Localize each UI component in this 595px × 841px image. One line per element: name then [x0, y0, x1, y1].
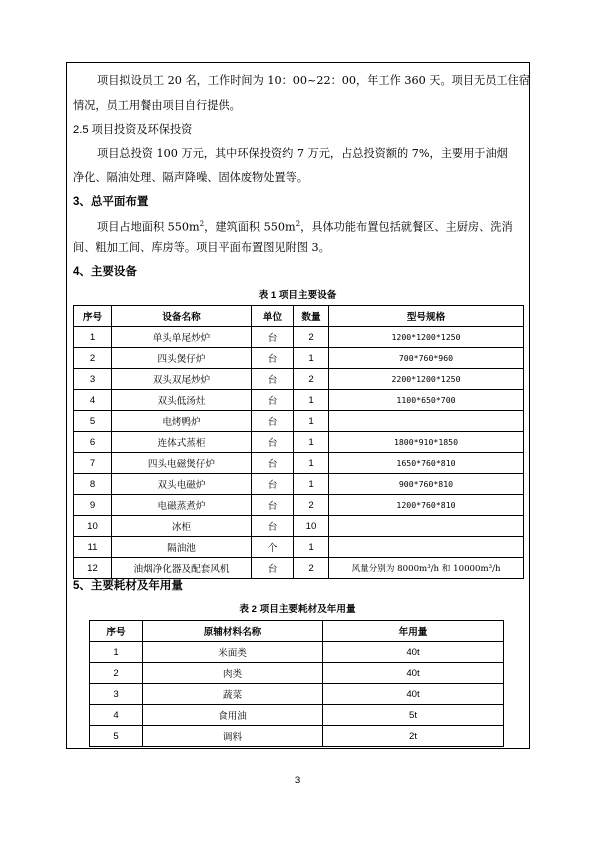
cell-material-name: 肉类	[143, 663, 323, 684]
header-index: 序号	[90, 621, 143, 642]
section-5-title: 5、主要耗材及年用量	[73, 580, 183, 592]
cell-unit: 台	[252, 390, 294, 411]
table-row	[74, 327, 524, 348]
equipment-table	[73, 305, 524, 579]
header-annual-usage: 年用量	[323, 621, 504, 642]
header-quantity: 数量	[294, 306, 329, 327]
cell-model-spec: 1650*760*810	[329, 453, 524, 474]
layout-text-c: ，具体功能布置包括就餐区、主厨房、洗消	[300, 220, 513, 234]
cell-unit: 个	[252, 537, 294, 558]
superscript-2: 2	[199, 220, 205, 228]
cell-unit: 台	[252, 495, 294, 516]
section-4-title: 4、主要设备	[73, 266, 137, 278]
cell-unit: 台	[252, 348, 294, 369]
cell-annual-usage: 40t	[323, 642, 504, 663]
cell-equipment-name: 四头煲仔炉	[112, 348, 252, 369]
cell-quantity: 1	[294, 453, 329, 474]
header-model-spec: 型号规格	[329, 306, 524, 327]
table-row	[74, 537, 524, 558]
cell-index: 12	[74, 558, 112, 579]
cell-index: 3	[74, 369, 112, 390]
table2-caption: 表 2 项目主要耗材及年用量	[239, 604, 356, 615]
table1-caption: 表 1 项目主要设备	[258, 290, 337, 301]
cell-equipment-name: 隔油池	[112, 537, 252, 558]
cell-unit: 台	[252, 453, 294, 474]
staff-paragraph-line1: 项目拟设员工 20 名，工作时间为 10：00~22：00，年工作 360 天。项目无员工住宿	[97, 74, 530, 87]
table-row	[74, 369, 524, 390]
section-3-title: 3、总平面布置	[73, 196, 149, 208]
cell-quantity: 1	[294, 390, 329, 411]
cell-annual-usage: 5t	[323, 705, 504, 726]
table-row	[74, 558, 524, 579]
cell-quantity: 1	[294, 537, 329, 558]
table-row	[74, 474, 524, 495]
cell-annual-usage: 2t	[323, 726, 504, 747]
cell-model-spec: 900*760*810	[329, 474, 524, 495]
layout-text-a: 项目占地面积 550m	[97, 220, 200, 234]
cell-quantity: 1	[294, 348, 329, 369]
consumables-table	[89, 620, 504, 747]
cell-model-spec	[329, 411, 524, 432]
table-header-row	[90, 621, 504, 642]
cell-material-name: 食用油	[143, 705, 323, 726]
cell-index: 4	[90, 705, 143, 726]
table-row	[90, 663, 504, 684]
investment-paragraph-line1: 项目总投资 100 万元，其中环保投资约 7 万元，占总投资额的 7%，主要用于油烟	[97, 147, 508, 160]
cell-index: 10	[74, 516, 112, 537]
cell-model-spec: 1800*910*1850	[329, 432, 524, 453]
cell-index: 2	[90, 663, 143, 684]
cell-annual-usage: 40t	[323, 663, 504, 684]
cell-equipment-name: 电烤鸭炉	[112, 411, 252, 432]
table-row	[74, 432, 524, 453]
cell-model-spec	[329, 516, 524, 537]
superscript-2: 2	[295, 220, 301, 228]
cell-index: 5	[74, 411, 112, 432]
table-row	[90, 684, 504, 705]
cell-quantity: 2	[294, 369, 329, 390]
cell-index: 9	[74, 495, 112, 516]
cell-equipment-name: 电磁蒸煮炉	[112, 495, 252, 516]
header-index: 序号	[74, 306, 112, 327]
table-row	[74, 348, 524, 369]
cell-quantity: 1	[294, 474, 329, 495]
cell-model-spec: 风量分别为 8000m³/h 和 10000m³/h	[329, 558, 524, 579]
cell-unit: 台	[252, 474, 294, 495]
cell-equipment-name: 连体式蒸柜	[112, 432, 252, 453]
staff-paragraph-line2: 情况，员工用餐由项目自行提供。	[73, 99, 241, 112]
cell-index: 8	[74, 474, 112, 495]
cell-equipment-name: 冰柜	[112, 516, 252, 537]
table-row	[74, 411, 524, 432]
cell-quantity: 2	[294, 327, 329, 348]
cell-equipment-name: 单头单尾炒炉	[112, 327, 252, 348]
cell-model-spec	[329, 537, 524, 558]
section-2-5-title: 2.5 项目投资及环保投资	[73, 124, 193, 136]
table-row	[90, 726, 504, 747]
table-row	[90, 642, 504, 663]
table-row	[74, 516, 524, 537]
cell-equipment-name: 双头低汤灶	[112, 390, 252, 411]
cell-quantity: 10	[294, 516, 329, 537]
cell-index: 3	[90, 684, 143, 705]
table-row	[90, 705, 504, 726]
cell-unit: 台	[252, 432, 294, 453]
cell-index: 5	[90, 726, 143, 747]
cell-model-spec: 700*760*960	[329, 348, 524, 369]
cell-quantity: 1	[294, 411, 329, 432]
layout-paragraph-line2: 间、粗加工间、库房等。项目平面布置图见附图 3。	[73, 241, 330, 254]
cell-material-name: 调料	[143, 726, 323, 747]
header-unit: 单位	[252, 306, 294, 327]
page-number: 3	[294, 775, 301, 786]
cell-index: 7	[74, 453, 112, 474]
layout-paragraph-line1	[97, 217, 513, 235]
cell-index: 2	[74, 348, 112, 369]
cell-unit: 台	[252, 369, 294, 390]
cell-index: 6	[74, 432, 112, 453]
investment-paragraph-line2: 净化、隔油处理、隔声降噪、固体废物处置等。	[73, 171, 308, 184]
cell-model-spec: 2200*1200*1250	[329, 369, 524, 390]
cell-unit: 台	[252, 327, 294, 348]
cell-material-name: 米面类	[143, 642, 323, 663]
cell-quantity: 2	[294, 495, 329, 516]
cell-unit: 台	[252, 516, 294, 537]
cell-material-name: 蔬菜	[143, 684, 323, 705]
table-header-row	[74, 306, 524, 327]
cell-equipment-name: 油烟净化器及配套风机	[112, 558, 252, 579]
header-material-name: 原辅材料名称	[143, 621, 323, 642]
cell-model-spec: 1100*650*700	[329, 390, 524, 411]
cell-equipment-name: 双头电磁炉	[112, 474, 252, 495]
cell-quantity: 2	[294, 558, 329, 579]
cell-unit: 台	[252, 558, 294, 579]
header-equipment-name: 设备名称	[112, 306, 252, 327]
cell-index: 11	[74, 537, 112, 558]
layout-text-b: ，建筑面积 550m	[204, 220, 296, 234]
cell-index: 1	[90, 642, 143, 663]
table-row	[74, 453, 524, 474]
cell-annual-usage: 40t	[323, 684, 504, 705]
cell-model-spec: 1200*1200*1250	[329, 327, 524, 348]
cell-index: 4	[74, 390, 112, 411]
cell-model-spec: 1200*760*810	[329, 495, 524, 516]
cell-unit: 台	[252, 411, 294, 432]
cell-index: 1	[74, 327, 112, 348]
cell-quantity: 1	[294, 432, 329, 453]
cell-equipment-name: 四头电磁煲仔炉	[112, 453, 252, 474]
table-row	[74, 390, 524, 411]
cell-equipment-name: 双头双尾炒炉	[112, 369, 252, 390]
table-row	[74, 495, 524, 516]
